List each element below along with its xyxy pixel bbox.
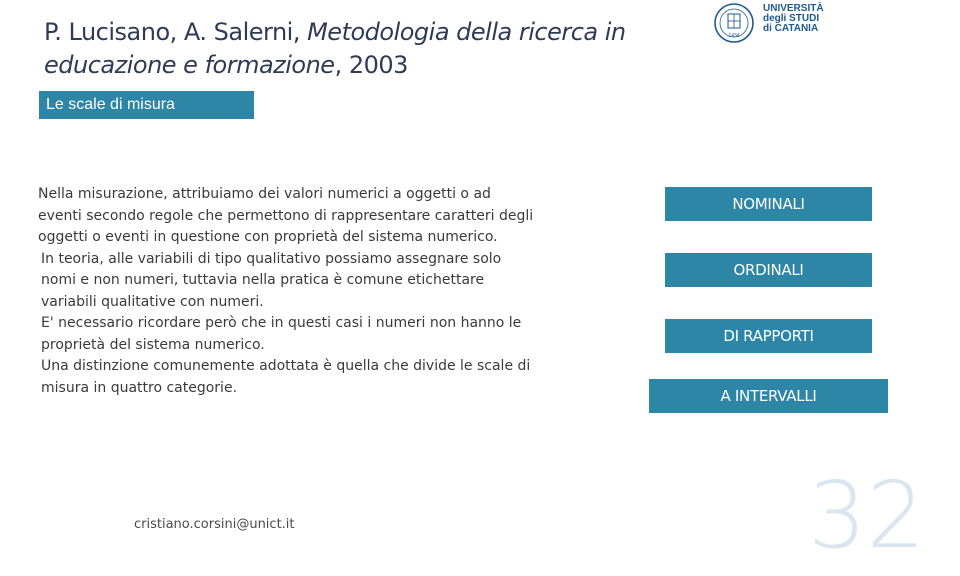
- body-paragraph-1: Nella misurazione, attribuiamo dei valori numerici a oggetti o ad eventi secondo regole che permettono di rappresentare caratteri degli oggetti o eventi in questione con proprietà del sistema numerico.: [38, 186, 534, 245]
- logo-text: [763, 4, 824, 34]
- title-year: , 2003: [334, 51, 408, 79]
- logo-line-2: degli STUDI: [763, 13, 820, 24]
- body-paragraph-4: Una distinzione comunemente adottata è quella che divide le scale di misura in quattro categorie.: [41, 358, 531, 396]
- title-book: Metodologia della ricerca in educazione e formazione: [44, 18, 626, 79]
- category-ordinali: ORDINALI: [665, 253, 872, 287]
- section-label: Le scale di misura: [39, 91, 254, 119]
- university-seal-icon: [713, 2, 755, 44]
- body-paragraph-3: E' necessario ricordare però che in questi casi i numeri non hanno le proprietà del sistema numerico.: [41, 315, 522, 353]
- seal-year: 1434: [728, 33, 740, 39]
- category-nominali: NOMINALI: [665, 187, 872, 221]
- footer-email: cristiano.corsini@unict.it: [134, 517, 295, 532]
- slide-title: [44, 16, 684, 82]
- university-logo: [713, 0, 833, 48]
- logo-line-3: di CATANIA: [763, 23, 819, 34]
- body-paragraph-2: In teoria, alle variabili di tipo qualitativo possiamo assegnare solo nomi e non numeri, tuttavia nella pratica è comune etichettare variabili qualitative con numeri.: [41, 250, 502, 310]
- logo-line-1: UNIVERSITÀ: [763, 3, 824, 14]
- body-text: [38, 184, 538, 399]
- category-di-rapporti: DI RAPPORTI: [665, 319, 872, 353]
- category-a-intervalli: A INTERVALLI: [649, 379, 888, 413]
- page-number: 32: [808, 462, 926, 569]
- title-authors: P. Lucisano, A. Salerni,: [44, 18, 308, 46]
